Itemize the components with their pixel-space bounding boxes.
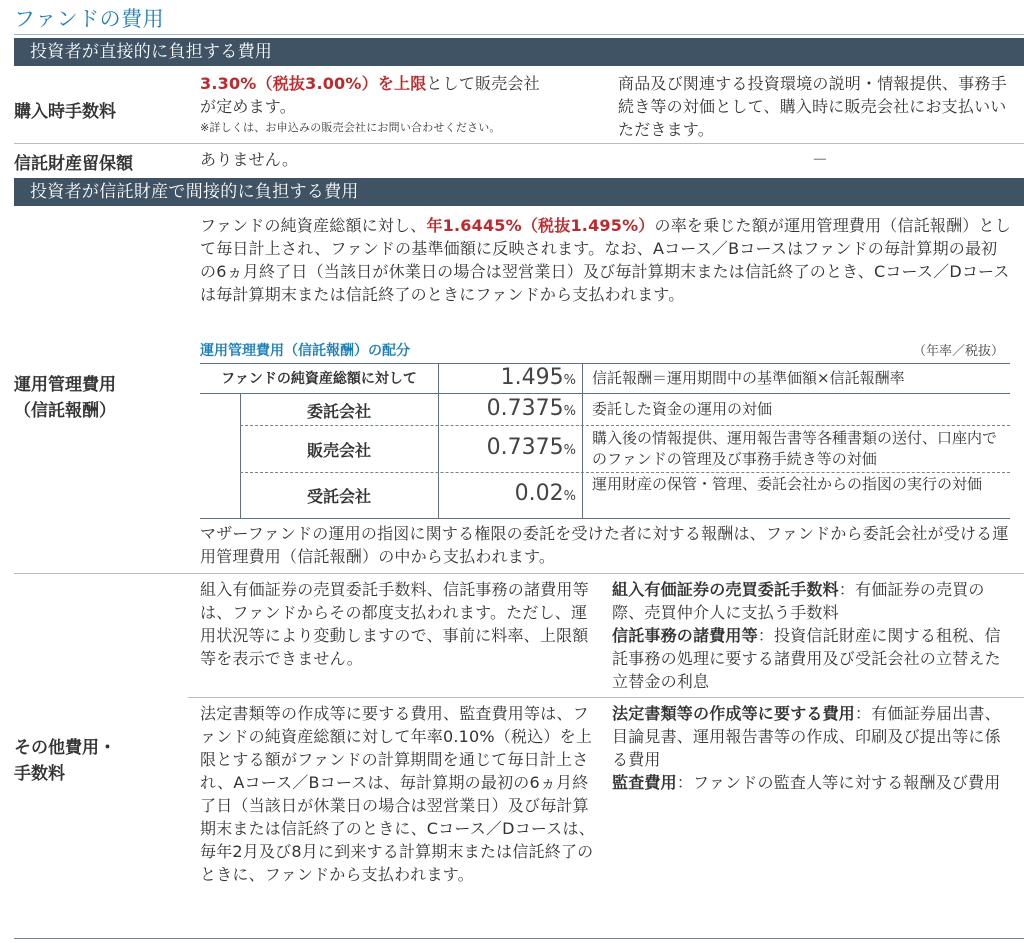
- alloc-label-trustee: 受託会社: [306, 487, 371, 506]
- alloc-value-dist-pct: %: [563, 443, 576, 458]
- management-fee-intro-2: の率を乗じた額が運用管理費用（信託報酬）として毎日計上され、ファンドの基準価額に反映されます。なお、Aコース／Bコースはファンドの毎計算期の最初の6ヵ月終了日（当該日が休業日の場合は翌営業日）及び毎計算期末または信託終了のとき、Cコース／Dコースは毎計算期末または信託終了のときにファンドから支払われます。: [200, 216, 1011, 304]
- other-fees-block1-right: [612, 578, 1012, 693]
- reserve-value: ありません。: [200, 150, 299, 169]
- other-fees-block2-right: [612, 702, 1012, 794]
- allocation-title: 運用管理費用（信託報酬）の配分: [200, 343, 410, 359]
- alloc-value-distributor: [440, 435, 576, 460]
- management-fee-label: [14, 372, 188, 424]
- row-divider: [188, 697, 1024, 698]
- purchase-fee-rate: [200, 72, 610, 118]
- other-fees-label-line1: その他費用・: [14, 738, 116, 758]
- title-rule: [14, 34, 1024, 35]
- alloc-value-trustee-num: 0.02: [514, 481, 564, 506]
- alloc-value-total: [440, 365, 576, 390]
- alloc-value-trustee: [440, 481, 576, 506]
- alloc-value-dist-num: 0.7375: [486, 435, 564, 460]
- alloc-bottom-rule: [200, 518, 1010, 519]
- other-fees-desc-audit: ：ファンドの監査人等に対する報酬及び費用: [676, 773, 1001, 792]
- management-fee-label-line2: （信託報酬）: [14, 401, 116, 421]
- reserve-label: 信託財産留保額: [14, 154, 133, 174]
- alloc-vline-2: [582, 363, 583, 518]
- alloc-dash-2: [240, 472, 1010, 473]
- alloc-vline-1: [438, 363, 439, 518]
- purchase-fee-rate-text-1: として販売会社: [426, 74, 540, 93]
- other-fees-term-audit: 監査費用: [612, 773, 677, 792]
- alloc-label-distributor: 販売会社: [306, 441, 371, 460]
- alloc-value-total-pct: %: [563, 373, 576, 388]
- other-fees-block1-left: 組入有価証券の売買委託手数料、信託事務の諸費用等は、ファンドからその都度支払われます。ただし、運用状況等により変動しますので、事前に料率、上限額等を表示できません。: [200, 580, 589, 668]
- management-fee-footer: マザーファンドの運用の指図に関する権限の委託を受けた者に対する報酬は、ファンドから委託会社が受ける運用管理費用（信託報酬）の中から支払われます。: [200, 524, 1009, 566]
- other-fees-term-trust-admin: 信託事務の諸費用等: [612, 626, 758, 645]
- section-header-direct-costs: 投資者が直接的に負担する費用: [14, 38, 1024, 66]
- row-divider: [14, 573, 1024, 574]
- other-fees-label-line2: 手数料: [14, 764, 65, 784]
- alloc-value-management-company: [440, 396, 576, 421]
- alloc-rule-1: [200, 393, 1010, 394]
- reserve-description: －: [811, 150, 829, 169]
- alloc-value-mc-pct: %: [563, 404, 576, 419]
- alloc-desc-trustee: 運用財産の保管・管理、委託会社からの指図の実行の対価: [592, 475, 983, 493]
- management-fee-intro: [200, 214, 1012, 306]
- alloc-desc-distributor: 購入後の情報提供、運用報告書等各種書類の送付、口座内でのファンドの管理及び事務手続き等の対価: [592, 429, 998, 468]
- purchase-fee-rate-text-2: が定めます。: [200, 97, 296, 116]
- alloc-value-trustee-pct: %: [563, 489, 576, 504]
- alloc-top-rule: [200, 363, 1010, 364]
- alloc-desc-management-company: 委託した資金の運用の対価: [592, 400, 773, 418]
- management-fee-intro-1: ファンドの純資産総額に対し、: [200, 216, 427, 235]
- other-fees-term-brokerage: 組入有価証券の売買委託手数料: [612, 580, 839, 599]
- other-fees-desc-legal-docs: ：有価証券届出書、目論見書、運用報告書等の作成、印刷及び提出等に係る費用: [612, 704, 1001, 769]
- purchase-fee-description: 商品及び関連する投資環境の説明・情報提供、事務手続き等の対価として、購入時に販売会社にお支払いいただきます。: [618, 74, 1007, 139]
- alloc-value-mc-num: 0.7375: [486, 396, 564, 421]
- section-header-indirect-costs: 投資者が信託財産で間接的に負担する費用: [14, 178, 1024, 206]
- other-fees-label: [14, 735, 188, 787]
- other-fees-block2-left: 法定書類等の作成等に要する費用、監査費用等は、ファンドの純資産総額に対して年率0.10%（税込）を上限とする額がファンドの計算期間を通じて毎日計上され、Aコース／Bコースは、毎計算期の最初の6ヵ月終了日（当該日が休業日の場合は翌営業日）及び毎計算期末または信託終了のときに、Cコース／Dコースは、毎年2月及び8月に到来する計算期末または信託終了のときに、ファンドから支払われます。: [200, 704, 595, 884]
- alloc-label-management-company: 委託会社: [306, 402, 371, 421]
- alloc-value-total-num: 1.495: [500, 365, 564, 390]
- alloc-dash-1: [240, 425, 1010, 426]
- row-divider: [14, 143, 1024, 144]
- bottom-rule: [14, 938, 1024, 939]
- alloc-desc-total: 信託報酬＝運用期間中の基準価額×信託報酬率: [592, 369, 905, 387]
- purchase-fee-note: ※詳しくは、お申込みの販売会社にお問い合わせください。: [200, 121, 501, 134]
- allocation-unit: （年率／税抜）: [912, 344, 1004, 359]
- management-fee-rate-highlight: 年1.6445%（税抜1.495%）: [426, 216, 655, 235]
- purchase-fee-label: 購入時手数料: [14, 102, 116, 122]
- other-fees-desc-brokerage: ：有価証券の売買の際、売買仲介人に支払う手数料: [612, 580, 985, 622]
- management-fee-label-line1: 運用管理費用: [14, 375, 116, 395]
- other-fees-term-legal-docs: 法定書類等の作成等に要する費用: [612, 704, 856, 723]
- other-fees-desc-trust-admin: ：投資信託財産に関する租税、信託事務の処理に要する諸費用及び受託会社の立替えた立替金の利息: [612, 626, 1001, 691]
- alloc-label-total: ファンドの純資産総額に対して: [221, 371, 417, 387]
- purchase-fee-rate-highlight: 3.30%（税抜3.00%）を上限: [200, 74, 427, 93]
- page-title: ファンドの費用: [14, 7, 165, 31]
